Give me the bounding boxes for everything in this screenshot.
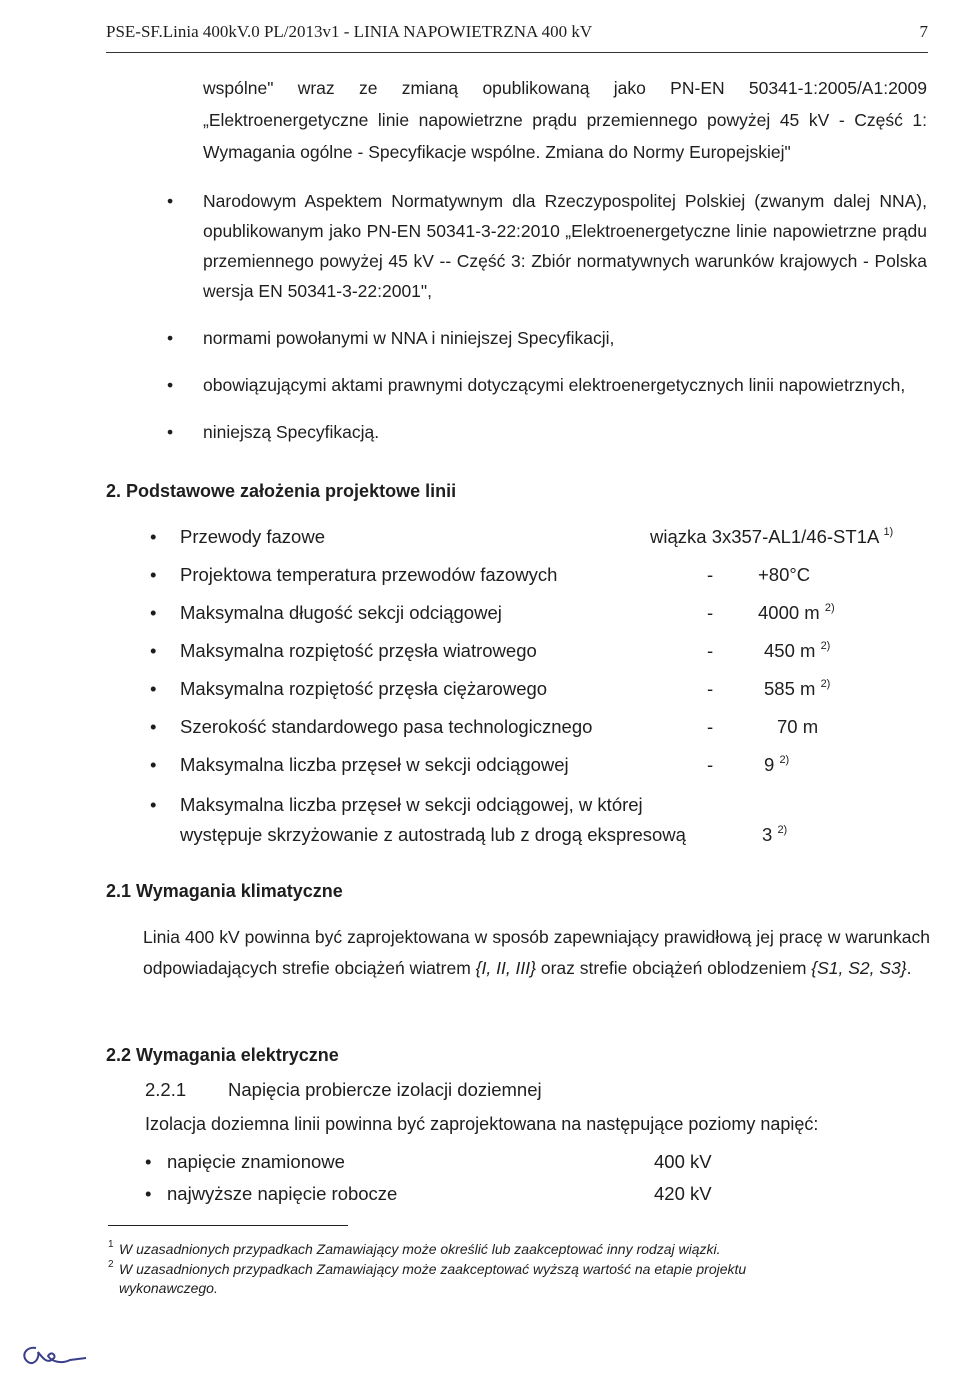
subsection-title: Napięcia probiercze izolacji doziemnej	[228, 1079, 542, 1100]
footnote-ref: 1)	[883, 526, 894, 538]
footnote-ref: 2)	[777, 824, 788, 836]
parameter-label: • Maksymalna rozpiętość przęsła wiatrowego	[180, 640, 537, 661]
voltage-row	[167, 1183, 767, 1205]
parameter-label: • Maksymalna rozpiętość przęsła ciężarowego	[180, 678, 548, 699]
parameter-value: 70 m	[777, 716, 819, 737]
parameter-row	[180, 564, 940, 594]
intro-paragraph: wspólne" wraz ze zmianą opublikowaną jako PN-EN 50341-1:2005/A1:2009 „Elektroenergetyczne linie napowietrzne prądu przemiennego powyżej 45 kV - Część 1: Wymagania ogólne - Specyfikacje wspólne. Zmiana do Normy Europejskiej"	[203, 78, 927, 162]
list-item: • Narodowym Aspektem Normatywnym dla Rzeczypospolitej Polskiej (zwanym dalej NNA), opublikowanym jako PN-EN 50341-3-22:2010 „Elektroenergetyczne linie napowietrzne prądu przemiennego powyżej 45 kV -- Część 3: Zbiór normatywnych warunków krajowych - Polska wersja EN 50341-3-22:2001",	[203, 186, 927, 306]
parameter-value: 585 m	[764, 678, 816, 699]
insulation-paragraph: Izolacja doziemna linii powinna być zaprojektowana na następujące poziomy napięć:	[145, 1114, 819, 1134]
footnote-text: W uzasadnionych przypadkach Zamawiający może zaakceptować wyższą wartość na etapie projektu wykonawczego.	[119, 1261, 747, 1296]
footnote-text: W uzasadnionych przypadkach Zamawiający może określić lub zaakceptować inny rodzaj wiązki.	[119, 1241, 721, 1257]
dash: -	[707, 754, 714, 775]
document-title: PSE-SF.Linia 400kV.0 PL/2013v1 - LINIA NAPOWIETRZNA 400 kV	[106, 22, 593, 41]
parameter-label: • Maksymalna długość sekcji odciągowej	[180, 602, 502, 623]
voltage-row	[167, 1151, 767, 1173]
parameter-row	[180, 754, 940, 784]
voltage-value: 400 kV	[654, 1151, 712, 1172]
dash: -	[707, 602, 714, 623]
parameter-value: wiązka 3x357-AL1/46-ST1A	[650, 526, 879, 547]
voltage-value: 420 kV	[654, 1183, 712, 1204]
subsection-number: 2.2.1	[145, 1079, 187, 1100]
footnote-divider	[108, 1225, 348, 1226]
list-item: • obowiązującymi aktami prawnymi dotyczącymi elektroenergetycznych linii napowietrznych,	[203, 370, 927, 400]
parameter-row	[180, 526, 940, 556]
parameter-row	[180, 678, 940, 708]
voltage-label: napięcie znamionowe	[167, 1151, 345, 1172]
dash: -	[707, 564, 714, 585]
section-2-2-heading: 2.2 Wymagania elektryczne	[106, 1045, 339, 1065]
section-2-1-heading: 2.1 Wymagania klimatyczne	[106, 881, 343, 901]
climate-paragraph: Linia 400 kV powinna być zaprojektowana w sposób zapewniający prawidłową jej pracę w warunkach odpowiadających strefie obciążeń wiatrem {I, II, III} oraz strefie obciążeń oblodzeniem {S1, S2, S3}.	[143, 927, 930, 978]
dash: -	[707, 678, 714, 699]
parameter-value: +80°C	[758, 564, 811, 585]
parameter-label: • Przewody fazowe	[180, 526, 325, 547]
dash: -	[707, 716, 714, 737]
parameter-row	[180, 602, 940, 632]
dash: -	[707, 640, 714, 661]
footnote	[108, 1240, 828, 1259]
page-number: 7	[919, 22, 928, 41]
footnote-ref: 2)	[820, 678, 831, 690]
list-item: • niniejszą Specyfikacją.	[203, 417, 927, 447]
footnote-number: 1	[108, 1239, 114, 1250]
parameter-value: 9	[764, 754, 775, 775]
parameter-row	[180, 794, 940, 854]
parameter-label-line1: • Maksymalna liczba przęseł w sekcji odciągowej, w której	[180, 794, 643, 815]
parameter-value: 4000 m	[758, 602, 820, 623]
ice-zones: {S1, S2, S3}	[811, 958, 907, 978]
parameter-label: • Projektowa temperatura przewodów fazowych	[180, 564, 558, 585]
subsection-2-2-1-heading	[145, 1074, 542, 1105]
parameter-value: 3	[762, 824, 773, 845]
footnote	[108, 1260, 828, 1298]
page-header	[106, 22, 928, 53]
standards-list	[203, 186, 927, 464]
parameter-row	[180, 640, 940, 670]
parameter-value: 450 m	[764, 640, 816, 661]
handwritten-initials-signature	[18, 1338, 90, 1374]
voltage-label: najwyższe napięcie robocze	[167, 1183, 398, 1204]
list-item: • normami powołanymi w NNA i niniejszej Specyfikacji,	[203, 323, 927, 353]
parameter-label: • Szerokość standardowego pasa technologicznego	[180, 716, 593, 737]
footnote-number: 2	[108, 1259, 114, 1270]
parameter-label-line2: występuje skrzyżowanie z autostradą lub z drogą ekspresową	[180, 824, 686, 845]
footnote-ref: 2)	[779, 754, 790, 766]
section-2-heading: 2. Podstawowe założenia projektowe linii	[106, 481, 457, 501]
parameter-row	[180, 716, 940, 746]
parameter-label: • Maksymalna liczba przęseł w sekcji odciągowej	[180, 754, 569, 775]
footnote-ref: 2)	[820, 640, 831, 652]
wind-zones: {I, II, III}	[475, 958, 536, 978]
footnote-ref: 2)	[824, 602, 835, 614]
